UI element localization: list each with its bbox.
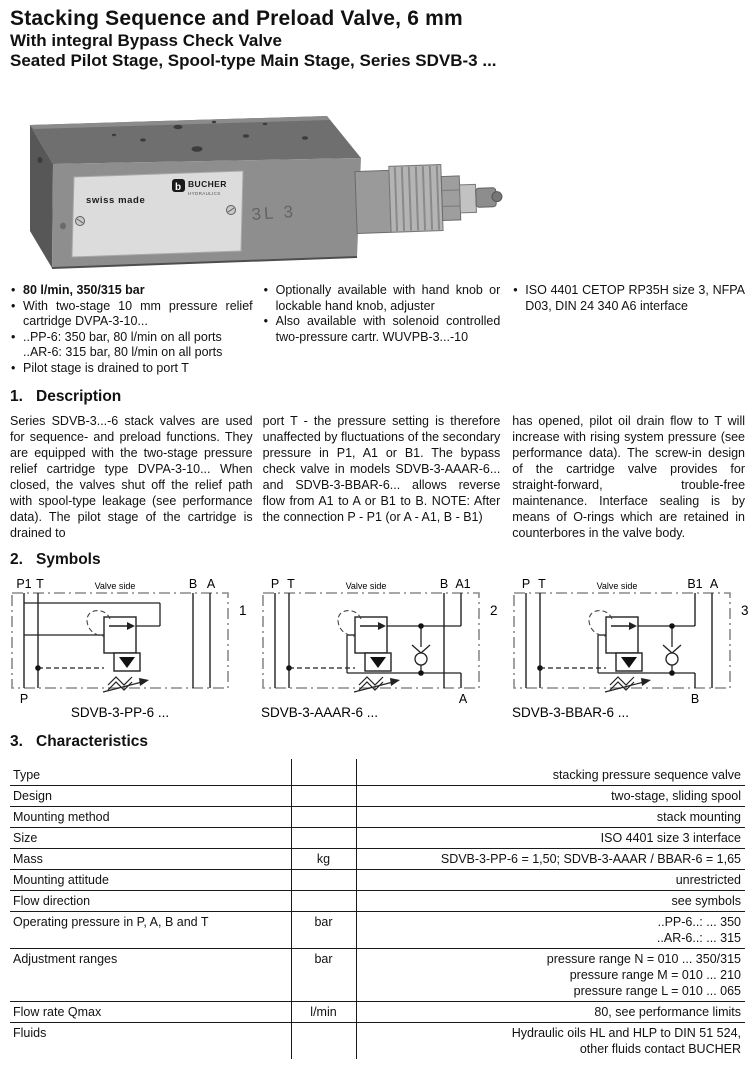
row-label: Size: [13, 831, 38, 845]
port-label-top-right-1: B: [439, 577, 449, 591]
diagram-caption: SDVB-3-AAAR-6 ...: [261, 705, 379, 720]
adjust-arrow: [641, 678, 651, 686]
table-row: [10, 912, 745, 949]
description-heading: 1. Description: [10, 388, 122, 405]
brand-name: BUCHER: [188, 179, 227, 189]
product-photo-drawing: [0, 83, 755, 275]
page-subtitle-1: With integral Bypass Check Valve: [10, 31, 282, 50]
row-label: Flow direction: [13, 894, 91, 908]
characteristics-table: [10, 759, 745, 1059]
port-label-top-right-1: B: [188, 577, 198, 591]
spring-icon: [108, 677, 132, 685]
adjust-arrow: [139, 678, 149, 686]
row-unit: kg: [316, 852, 331, 866]
description-col-3: has opened, pilot oil drain flow to T will increase with rising system pressure (see performance data). The screw-in design of the cartridge valve provides for straight-forward, trouble-free maintenance. Interface sealing is by means of O-rings which are retained in counterbores in the valve body.: [512, 414, 746, 540]
row-label: Fluids: [13, 1026, 47, 1040]
row-value: 80, see performance limits: [594, 1005, 741, 1019]
port-label-top-right-2: A: [206, 577, 216, 591]
check-valve-symbol: [663, 645, 681, 665]
table-divider: [291, 759, 292, 1059]
port-label-top-right-2: A1: [455, 577, 471, 591]
etched-marking: 3L 3: [250, 201, 297, 224]
list-item: • Optionally available with hand knob or lockable hand knob, adjuster: [263, 283, 501, 313]
description-col-1: Series SDVB-3...-6 stack valves are used for sequence- and preload functions. They are equipped with the two-stage pressure relief cartridge type DVPA-3-10... When closed, the valves shut off the relief path with spool-type leakage (see performance data). The pilot stage of the cartridge is drained to: [10, 414, 253, 540]
symbol-diagrams: [0, 573, 755, 723]
spring-icon: [610, 677, 634, 685]
feature-list-column-2: [263, 283, 501, 376]
port-label-top-right-2: A: [709, 577, 719, 591]
row-value: ISO 4401 size 3 interface: [600, 831, 741, 845]
row-label: Adjustment ranges: [13, 952, 118, 966]
row-value: pressure range N = 010 ... 350/315 pressure range M = 010 ... 210 pressure range L = 010 ... 065: [546, 952, 741, 998]
bullet-icon: •: [513, 283, 518, 297]
diagram-caption: SDVB-3-PP-6 ...: [70, 705, 170, 720]
table-row: [10, 759, 745, 786]
header: [0, 0, 755, 71]
cartridge: [355, 162, 503, 233]
table-row: [10, 870, 745, 891]
description-col-2: port T - the pressure setting is therefore unaffected by fluctuations of the secondary pressure in P1, A1 or B1. The bypass check valve in models SDVB-3-AAAR-6... and SDVB-3-BBAR-6... allows reverse flow from A1 to A or B1 to B. NOTE: After the connection P - P1 (or A - A1, B - B1): [262, 414, 501, 524]
row-label: Design: [13, 789, 52, 803]
list-item: • With two-stage 10 mm pressure relief cartridge DVPA-3-10...: [11, 298, 253, 328]
table-row: [10, 828, 745, 849]
junction-dot: [418, 670, 424, 676]
swiss-made-label: swiss made: [86, 195, 146, 206]
port-label-top-right-1: B1: [687, 577, 703, 591]
table-row: [10, 1002, 745, 1023]
port-label-top-left-1: P: [521, 577, 531, 591]
row-label: Flow rate Qmax: [13, 1005, 102, 1019]
port-label-bottom: P: [19, 692, 29, 706]
relief-valve-symbol: [87, 611, 149, 692]
row-unit: bar: [314, 952, 333, 966]
port-label-top-left-1: P: [270, 577, 280, 591]
bullet-icon: •: [11, 329, 16, 344]
feature-list-column-3: [512, 283, 745, 376]
description-text: [0, 413, 755, 541]
diagram-number: 1: [239, 603, 247, 618]
check-valve-symbol: [412, 645, 430, 665]
circuit-lines: [24, 603, 160, 635]
product-photo: [0, 83, 755, 275]
row-label: Mass: [13, 852, 43, 866]
table-row: [10, 807, 745, 828]
row-value: stack mounting: [656, 810, 741, 824]
row-label: Mounting attitude: [13, 873, 109, 887]
spring-icon: [359, 677, 383, 685]
list-item: • ISO 4401 CETOP RP35H size 3, NFPA D03, DIN 24 340 A6 interface: [513, 283, 746, 313]
junction-dot: [669, 623, 675, 629]
row-value: ..PP-6..: ... 350 ..AR-6..: ... 315: [656, 915, 741, 945]
bullet-icon: •: [11, 283, 16, 297]
brand-subname: HYDRAULICS: [188, 191, 221, 196]
row-value: two-stage, sliding spool: [611, 789, 741, 803]
diagram-caption: SDVB-3-BBAR-6 ...: [512, 705, 630, 720]
port-label-top-left-2: T: [538, 577, 546, 591]
bullet-icon: •: [263, 314, 269, 328]
row-label: Operating pressure in P, A, B and T: [13, 915, 209, 929]
bullet-icon: •: [263, 283, 269, 297]
table-row: [10, 949, 745, 1002]
table-row: [10, 786, 745, 807]
adjust-arrow: [390, 678, 400, 686]
row-value: unrestricted: [675, 873, 741, 887]
list-item: • Also available with solenoid controlled two-pressure cartr. WUVPB-3...-10: [263, 314, 501, 344]
list-item: • 80 l/min, 350/315 bar: [11, 283, 145, 297]
symbols-heading: 2. Symbols: [10, 551, 101, 568]
symbol-diagram-2: [259, 573, 499, 723]
row-value: SDVB-3-PP-6 = 1,50; SDVB-3-AAAR / BBAR-6 = 1,65: [440, 852, 741, 866]
characteristics-heading: 3. Characteristics: [10, 733, 149, 750]
table-row: [10, 891, 745, 912]
port-label-bottom: A: [458, 692, 468, 706]
port-label-top-left-2: T: [287, 577, 295, 591]
feature-lists: [0, 283, 755, 376]
diagram-number: 3: [741, 603, 749, 618]
junction-dot: [669, 670, 675, 676]
table-divider: [356, 759, 357, 1059]
svg-text:b: b: [175, 182, 182, 193]
row-unit: bar: [314, 915, 333, 929]
port-label-bottom: B: [690, 692, 700, 706]
row-label: Type: [13, 768, 41, 782]
valve-side-label: Valve side: [94, 581, 136, 591]
table-row: [10, 849, 745, 870]
row-value: stacking pressure sequence valve: [552, 768, 741, 782]
list-item: • Pilot stage is drained to port T: [11, 360, 189, 375]
port-label-top-left-2: T: [36, 577, 44, 591]
row-label: Mounting method: [13, 810, 110, 824]
row-value: Hydraulic oils HL and HLP to DIN 51 524, other fluids contact BUCHER: [511, 1026, 741, 1056]
diagram-number: 2: [490, 603, 498, 618]
feature-list-column-1: [10, 283, 253, 376]
bullet-icon: •: [11, 298, 16, 313]
junction-dot: [418, 623, 424, 629]
valve-side-label: Valve side: [596, 581, 638, 591]
row-value: see symbols: [671, 894, 741, 908]
page-title: Stacking Sequence and Preload Valve, 6 mm: [10, 7, 463, 30]
list-item: • ..PP-6: 350 bar, 80 l/min on all ports ..AR-6: 315 bar, 80 l/min on all ports: [11, 329, 223, 359]
bullet-icon: •: [11, 360, 16, 375]
port-label-top-left-1: P1: [16, 577, 32, 591]
symbol-diagram-1: [8, 573, 248, 723]
table-row: [10, 1023, 745, 1059]
page-subtitle-2: Seated Pilot Stage, Spool-type Main Stage, Series SDVB-3 ...: [10, 51, 497, 70]
valve-side-label: Valve side: [345, 581, 387, 591]
row-unit: l/min: [310, 1005, 337, 1019]
symbol-diagram-3: [510, 573, 750, 723]
